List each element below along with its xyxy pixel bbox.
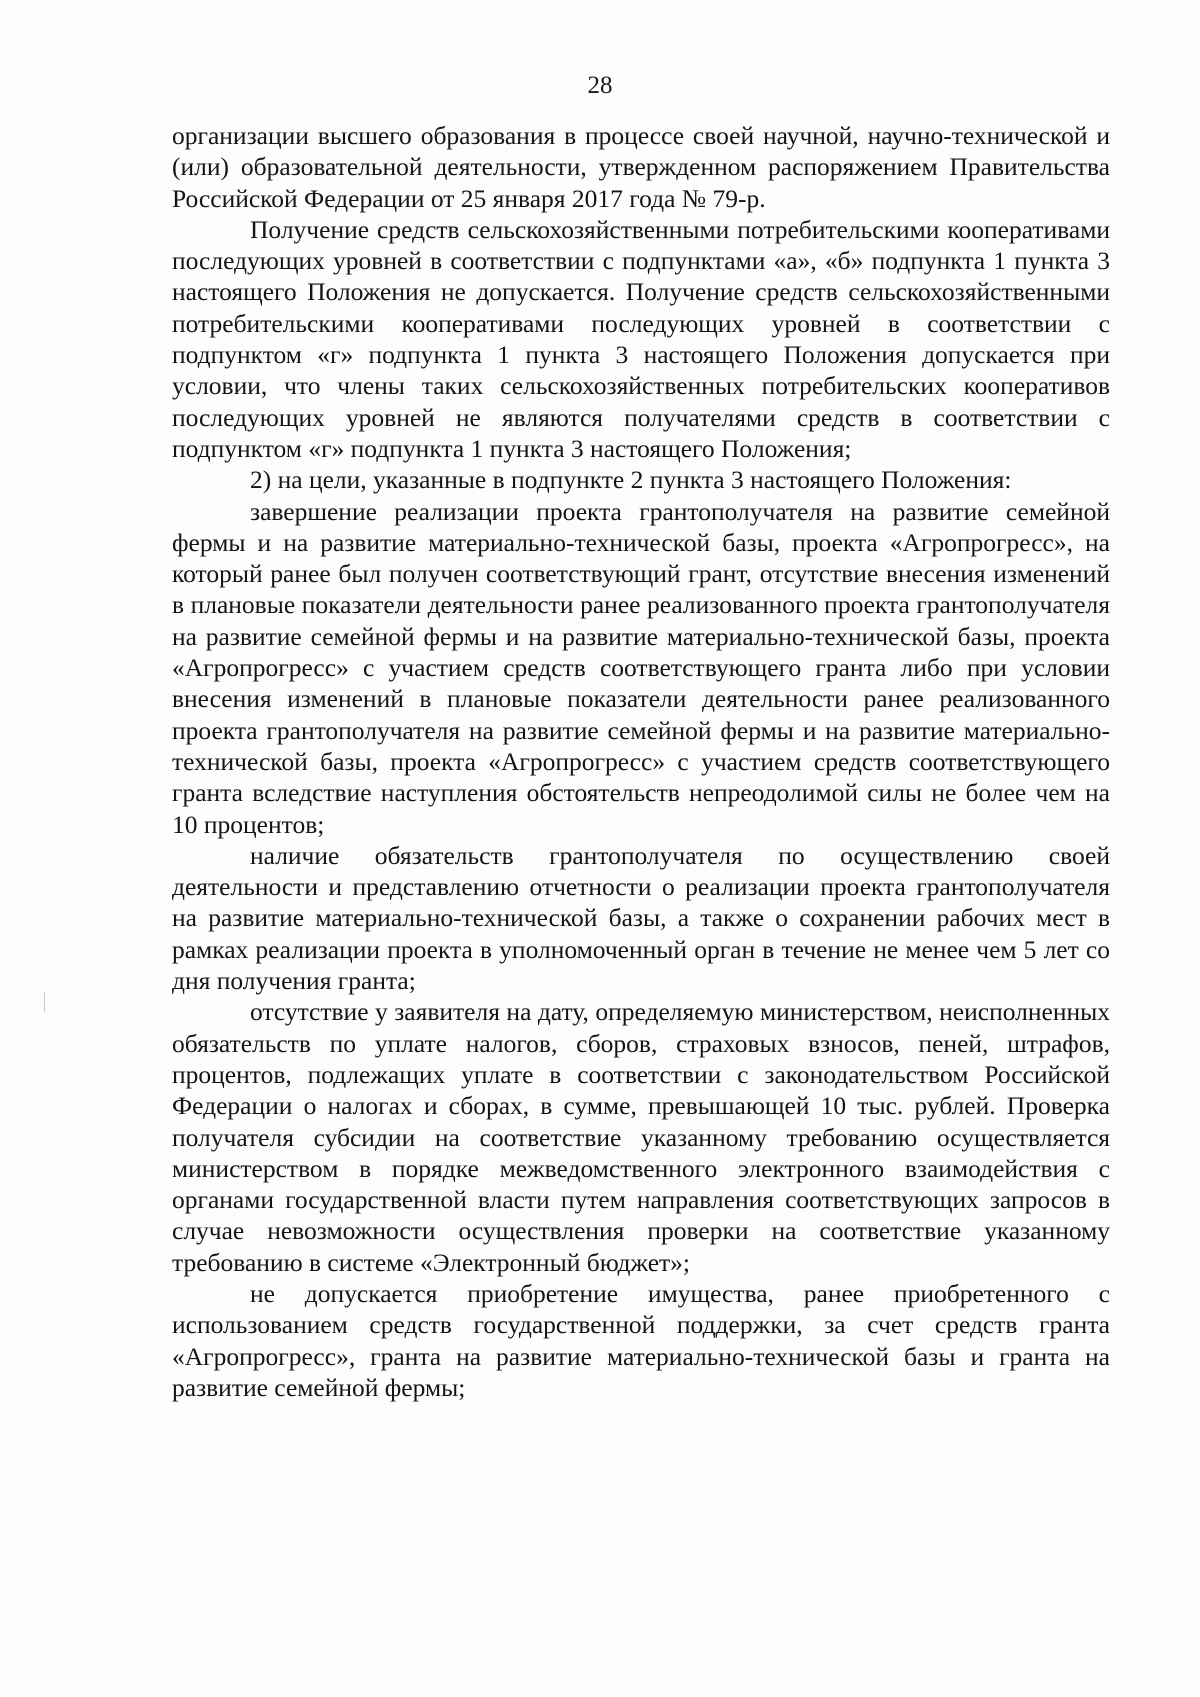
paragraph-tax-debts: отсутствие у заявителя на дату, определяемую министерством, неисполненных обязательств по уплате налогов, сборов, страховых взносов, пеней, штрафов, процентов, подлежащих уплате в соответствии с законодательством Российской Федерации о налогах и сборах, в сумме, превышающей 10 тыс. рублей. Проверка получателя субсидии на соответствие указанному требованию осуществляется министерством в порядке межведомственного электронного взаимодействия с органами государственной власти путем направления соответствующих запросов в случае невозможности осуществления проверки на соответствие указанному требованию в системе «Электронный бюджет»;	[172, 997, 1110, 1277]
page-number: 28	[587, 72, 613, 99]
paragraph-project-completion: завершение реализации проекта грантополучателя на развитие семейной фермы и на развитие материально-технической базы, проекта «Агропрогресс», на который ранее был получен соответствующий грант, отсутствие внесения изменений в плановые показатели деятельности ранее реализованного проекта грантополучателя на развитие семейной фермы и на развитие материально-технической базы, проекта «Агропрогресс» с участием средств соответствующего гранта либо при условии внесения изменений в плановые показатели деятельности ранее реализованного проекта грантополучателя на развитие семейной фермы и на развитие материально-технической базы, проекта «Агропрогресс» с участием средств соответствующего гранта вследствие наступления обстоятельств непреодолимой силы не более чем на 10 процентов;	[172, 496, 1110, 839]
document-body	[172, 120, 1110, 1403]
paragraph-subpoint-2: 2) на цели, указанные в подпункте 2 пункта 3 настоящего Положения:	[250, 465, 1012, 495]
paragraph-property-acquisition: не допускается приобретение имущества, ранее приобретенного с использованием средств государственной поддержки, за счет средств гранта «Агропрогресс», гранта на развитие материально-технической базы и гранта на развитие семейной фермы;	[172, 1278, 1110, 1402]
paragraph-cooperatives: Получение средств сельскохозяйственными потребительскими кооперативами последующих уровней в соответствии с подпунктами «а», «б» подпункта 1 пункта 3 настоящего Положения не допускается. Получение средств сельскохозяйственными потребительскими кооперативами последующих уровней в соответствии с подпунктом «г» подпункта 1 пункта 3 настоящего Положения допускается при условии, что члены таких сельскохозяйственных потребительских кооперативов последующих уровней не являются получателями средств в соответствии с подпунктом «г» подпункта 1 пункта 3 настоящего Положения;	[172, 214, 1110, 463]
scan-artifact	[44, 992, 45, 1012]
paragraph-continuation: организации высшего образования в процессе своей научной, научно-технической и (или) образовательной деятельности, утвержденном распоряжением Правительства Российской Федерации от 25 января 2017 года № 79-р.	[172, 121, 1110, 213]
paragraph-obligations: наличие обязательств грантополучателя по осуществлению своей деятельности и представлению отчетности о реализации проекта грантополучателя на развитие материально-технической базы, а также о сохранении рабочих мест в рамках реализации проекта в уполномоченный орган в течение не менее чем 5 лет со дня получения гранта;	[172, 840, 1110, 996]
